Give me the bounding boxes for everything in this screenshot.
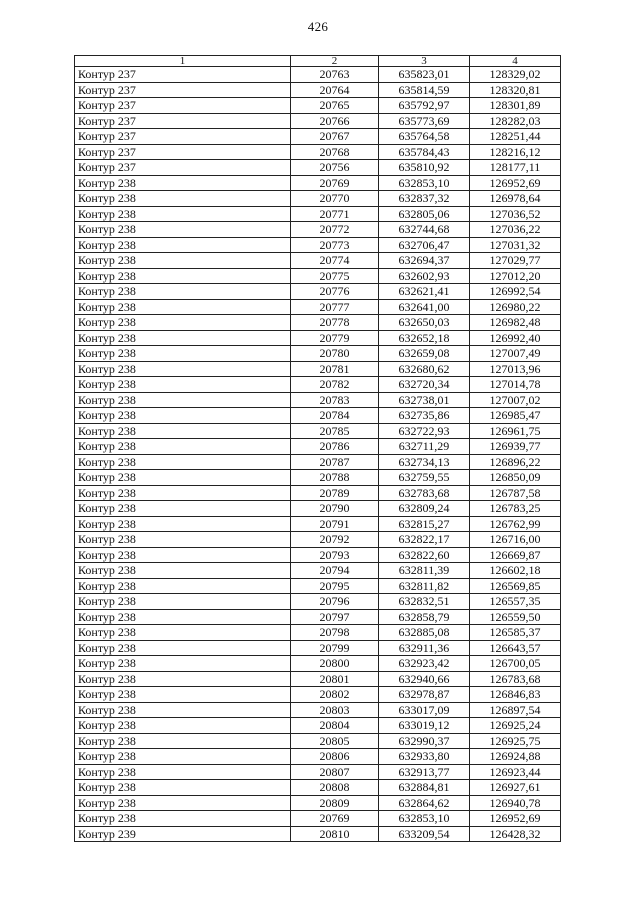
table-row	[75, 160, 561, 176]
point-number-cell: 20769	[291, 175, 379, 191]
table-body	[75, 67, 561, 842]
x-coordinate-cell: 635784,43	[379, 144, 470, 160]
table-row	[75, 594, 561, 610]
point-number-cell: 20801	[291, 671, 379, 687]
x-coordinate-cell: 632809,24	[379, 501, 470, 517]
table-row	[75, 284, 561, 300]
y-coordinate-cell: 126716,00	[470, 532, 561, 548]
y-coordinate-cell: 127007,49	[470, 346, 561, 362]
table-row	[75, 439, 561, 455]
x-coordinate-cell: 632832,51	[379, 594, 470, 610]
point-number-cell: 20780	[291, 346, 379, 362]
point-number-cell: 20775	[291, 268, 379, 284]
y-coordinate-cell: 126961,75	[470, 423, 561, 439]
contour-name-cell: Контур 238	[75, 609, 291, 625]
x-coordinate-cell: 632711,29	[379, 439, 470, 455]
x-coordinate-cell: 632811,82	[379, 578, 470, 594]
y-coordinate-cell: 126980,22	[470, 299, 561, 315]
contour-name-cell: Контур 238	[75, 578, 291, 594]
y-coordinate-cell: 126992,40	[470, 330, 561, 346]
table-row	[75, 656, 561, 672]
x-coordinate-cell: 635764,58	[379, 129, 470, 145]
column-header-1: 1	[75, 56, 291, 67]
point-number-cell: 20778	[291, 315, 379, 331]
x-coordinate-cell: 632680,62	[379, 361, 470, 377]
point-number-cell: 20792	[291, 532, 379, 548]
y-coordinate-cell: 126787,58	[470, 485, 561, 501]
x-coordinate-cell: 632885,08	[379, 625, 470, 641]
point-number-cell: 20794	[291, 563, 379, 579]
y-coordinate-cell: 126923,44	[470, 764, 561, 780]
point-number-cell: 20808	[291, 780, 379, 796]
point-number-cell: 20774	[291, 253, 379, 269]
point-number-cell: 20800	[291, 656, 379, 672]
y-coordinate-cell: 126982,48	[470, 315, 561, 331]
contour-name-cell: Контур 238	[75, 594, 291, 610]
y-coordinate-cell: 126783,25	[470, 501, 561, 517]
table-row	[75, 718, 561, 734]
contour-name-cell: Контур 237	[75, 113, 291, 129]
column-header-3: 3	[379, 56, 470, 67]
y-coordinate-cell: 126559,50	[470, 609, 561, 625]
point-number-cell: 20769	[291, 811, 379, 827]
table-row	[75, 702, 561, 718]
table-row	[75, 516, 561, 532]
y-coordinate-cell: 127031,32	[470, 237, 561, 253]
y-coordinate-cell: 126925,75	[470, 733, 561, 749]
table-row	[75, 470, 561, 486]
table-row	[75, 764, 561, 780]
point-number-cell: 20803	[291, 702, 379, 718]
point-number-cell: 20783	[291, 392, 379, 408]
x-coordinate-cell: 632815,27	[379, 516, 470, 532]
y-coordinate-cell: 126669,87	[470, 547, 561, 563]
x-coordinate-cell: 632759,55	[379, 470, 470, 486]
x-coordinate-cell: 635814,59	[379, 82, 470, 98]
contour-name-cell: Контур 238	[75, 330, 291, 346]
contour-name-cell: Контур 237	[75, 98, 291, 114]
contour-name-cell: Контур 238	[75, 640, 291, 656]
contour-name-cell: Контур 238	[75, 408, 291, 424]
table-row	[75, 501, 561, 517]
point-number-cell: 20785	[291, 423, 379, 439]
x-coordinate-cell: 632650,03	[379, 315, 470, 331]
x-coordinate-cell: 632694,37	[379, 253, 470, 269]
y-coordinate-cell: 126762,99	[470, 516, 561, 532]
table-row	[75, 640, 561, 656]
table-row	[75, 144, 561, 160]
point-number-cell: 20802	[291, 687, 379, 703]
contour-name-cell: Контур 238	[75, 547, 291, 563]
contour-name-cell: Контур 238	[75, 253, 291, 269]
table-row	[75, 454, 561, 470]
x-coordinate-cell: 632738,01	[379, 392, 470, 408]
y-coordinate-cell: 128282,03	[470, 113, 561, 129]
contour-name-cell: Контур 238	[75, 718, 291, 734]
table-row	[75, 795, 561, 811]
x-coordinate-cell: 635810,92	[379, 160, 470, 176]
point-number-cell: 20782	[291, 377, 379, 393]
table-row	[75, 826, 561, 842]
contour-name-cell: Контур 238	[75, 191, 291, 207]
y-coordinate-cell: 128329,02	[470, 67, 561, 83]
point-number-cell: 20804	[291, 718, 379, 734]
contour-name-cell: Контур 237	[75, 129, 291, 145]
table-row	[75, 423, 561, 439]
contour-name-cell: Контур 238	[75, 439, 291, 455]
table-row	[75, 315, 561, 331]
table-row	[75, 392, 561, 408]
y-coordinate-cell: 126927,61	[470, 780, 561, 796]
table-row	[75, 749, 561, 765]
point-number-cell: 20790	[291, 501, 379, 517]
table-header-row	[75, 56, 561, 67]
table-row	[75, 299, 561, 315]
point-number-cell: 20777	[291, 299, 379, 315]
contour-name-cell: Контур 238	[75, 485, 291, 501]
contour-name-cell: Контур 238	[75, 563, 291, 579]
contour-name-cell: Контур 238	[75, 346, 291, 362]
point-number-cell: 20806	[291, 749, 379, 765]
point-number-cell: 20767	[291, 129, 379, 145]
table-row	[75, 330, 561, 346]
x-coordinate-cell: 632884,81	[379, 780, 470, 796]
contour-name-cell: Контур 238	[75, 516, 291, 532]
contour-name-cell: Контур 238	[75, 811, 291, 827]
y-coordinate-cell: 126985,47	[470, 408, 561, 424]
point-number-cell: 20766	[291, 113, 379, 129]
x-coordinate-cell: 633209,54	[379, 826, 470, 842]
y-coordinate-cell: 126952,69	[470, 175, 561, 191]
y-coordinate-cell: 127012,20	[470, 268, 561, 284]
table-row	[75, 129, 561, 145]
y-coordinate-cell: 126643,57	[470, 640, 561, 656]
x-coordinate-cell: 632978,87	[379, 687, 470, 703]
table-row	[75, 671, 561, 687]
y-coordinate-cell: 126940,78	[470, 795, 561, 811]
point-number-cell: 20765	[291, 98, 379, 114]
table-row	[75, 175, 561, 191]
x-coordinate-cell: 632990,37	[379, 733, 470, 749]
contour-name-cell: Контур 238	[75, 175, 291, 191]
point-number-cell: 20796	[291, 594, 379, 610]
y-coordinate-cell: 126978,64	[470, 191, 561, 207]
x-coordinate-cell: 632641,00	[379, 299, 470, 315]
point-number-cell: 20809	[291, 795, 379, 811]
point-number-cell: 20787	[291, 454, 379, 470]
x-coordinate-cell: 632822,17	[379, 532, 470, 548]
table-row	[75, 733, 561, 749]
y-coordinate-cell: 126783,68	[470, 671, 561, 687]
contour-name-cell: Контур 238	[75, 454, 291, 470]
point-number-cell: 20788	[291, 470, 379, 486]
contour-name-cell: Контур 238	[75, 764, 291, 780]
x-coordinate-cell: 632911,36	[379, 640, 470, 656]
coordinates-table	[74, 55, 561, 842]
contour-name-cell: Контур 238	[75, 315, 291, 331]
contour-name-cell: Контур 238	[75, 206, 291, 222]
x-coordinate-cell: 632864,62	[379, 795, 470, 811]
contour-name-cell: Контур 238	[75, 361, 291, 377]
point-number-cell: 20807	[291, 764, 379, 780]
table-row	[75, 206, 561, 222]
table-row	[75, 687, 561, 703]
contour-name-cell: Контур 238	[75, 501, 291, 517]
point-number-cell: 20768	[291, 144, 379, 160]
contour-name-cell: Контур 239	[75, 826, 291, 842]
point-number-cell: 20771	[291, 206, 379, 222]
point-number-cell: 20810	[291, 826, 379, 842]
x-coordinate-cell: 632706,47	[379, 237, 470, 253]
table-row	[75, 485, 561, 501]
y-coordinate-cell: 126850,09	[470, 470, 561, 486]
y-coordinate-cell: 127007,02	[470, 392, 561, 408]
table-row	[75, 346, 561, 362]
y-coordinate-cell: 126952,69	[470, 811, 561, 827]
point-number-cell: 20797	[291, 609, 379, 625]
x-coordinate-cell: 632837,32	[379, 191, 470, 207]
table-row	[75, 222, 561, 238]
y-coordinate-cell: 126428,32	[470, 826, 561, 842]
contour-name-cell: Контур 238	[75, 532, 291, 548]
y-coordinate-cell: 126846,83	[470, 687, 561, 703]
table-row	[75, 563, 561, 579]
table-row	[75, 191, 561, 207]
contour-name-cell: Контур 237	[75, 144, 291, 160]
y-coordinate-cell: 128320,81	[470, 82, 561, 98]
y-coordinate-cell: 126992,54	[470, 284, 561, 300]
y-coordinate-cell: 126897,54	[470, 702, 561, 718]
table-row	[75, 237, 561, 253]
point-number-cell: 20798	[291, 625, 379, 641]
point-number-cell: 20770	[291, 191, 379, 207]
contour-name-cell: Контур 238	[75, 656, 291, 672]
contour-name-cell: Контур 238	[75, 795, 291, 811]
table-row	[75, 811, 561, 827]
point-number-cell: 20772	[291, 222, 379, 238]
contour-name-cell: Контур 237	[75, 160, 291, 176]
y-coordinate-cell: 127036,52	[470, 206, 561, 222]
x-coordinate-cell: 632805,06	[379, 206, 470, 222]
y-coordinate-cell: 128251,44	[470, 129, 561, 145]
table-row	[75, 578, 561, 594]
x-coordinate-cell: 632822,60	[379, 547, 470, 563]
page-number: 426	[307, 19, 329, 34]
contour-name-cell: Контур 238	[75, 237, 291, 253]
x-coordinate-cell: 632722,93	[379, 423, 470, 439]
x-coordinate-cell: 632858,79	[379, 609, 470, 625]
column-header-2: 2	[291, 56, 379, 67]
x-coordinate-cell: 632811,39	[379, 563, 470, 579]
y-coordinate-cell: 126602,18	[470, 563, 561, 579]
point-number-cell: 20784	[291, 408, 379, 424]
x-coordinate-cell: 635792,97	[379, 98, 470, 114]
x-coordinate-cell: 632602,93	[379, 268, 470, 284]
x-coordinate-cell: 632734,13	[379, 454, 470, 470]
x-coordinate-cell: 633019,12	[379, 718, 470, 734]
y-coordinate-cell: 126557,35	[470, 594, 561, 610]
point-number-cell: 20791	[291, 516, 379, 532]
x-coordinate-cell: 632659,08	[379, 346, 470, 362]
y-coordinate-cell: 126939,77	[470, 439, 561, 455]
point-number-cell: 20776	[291, 284, 379, 300]
table-row	[75, 377, 561, 393]
contour-name-cell: Контур 238	[75, 749, 291, 765]
table-row	[75, 532, 561, 548]
contour-name-cell: Контур 238	[75, 284, 291, 300]
point-number-cell: 20793	[291, 547, 379, 563]
contour-name-cell: Контур 238	[75, 733, 291, 749]
contour-name-cell: Контур 238	[75, 470, 291, 486]
x-coordinate-cell: 632744,68	[379, 222, 470, 238]
y-coordinate-cell: 127029,77	[470, 253, 561, 269]
x-coordinate-cell: 635823,01	[379, 67, 470, 83]
x-coordinate-cell: 633017,09	[379, 702, 470, 718]
table-row	[75, 113, 561, 129]
y-coordinate-cell: 127036,22	[470, 222, 561, 238]
x-coordinate-cell: 632720,34	[379, 377, 470, 393]
contour-name-cell: Контур 238	[75, 625, 291, 641]
y-coordinate-cell: 126700,05	[470, 656, 561, 672]
point-number-cell: 20786	[291, 439, 379, 455]
table-row	[75, 82, 561, 98]
point-number-cell: 20779	[291, 330, 379, 346]
x-coordinate-cell: 632783,68	[379, 485, 470, 501]
contour-name-cell: Контур 238	[75, 671, 291, 687]
y-coordinate-cell: 126924,88	[470, 749, 561, 765]
y-coordinate-cell: 126925,24	[470, 718, 561, 734]
contour-name-cell: Контур 238	[75, 268, 291, 284]
table-row	[75, 625, 561, 641]
x-coordinate-cell: 632913,77	[379, 764, 470, 780]
x-coordinate-cell: 632853,10	[379, 175, 470, 191]
x-coordinate-cell: 632853,10	[379, 811, 470, 827]
table-row	[75, 408, 561, 424]
point-number-cell: 20795	[291, 578, 379, 594]
contour-name-cell: Контур 238	[75, 687, 291, 703]
point-number-cell: 20764	[291, 82, 379, 98]
y-coordinate-cell: 128301,89	[470, 98, 561, 114]
contour-name-cell: Контур 237	[75, 82, 291, 98]
x-coordinate-cell: 632652,18	[379, 330, 470, 346]
y-coordinate-cell: 127013,96	[470, 361, 561, 377]
point-number-cell: 20799	[291, 640, 379, 656]
y-coordinate-cell: 126569,85	[470, 578, 561, 594]
contour-name-cell: Контур 238	[75, 780, 291, 796]
column-header-4: 4	[470, 56, 561, 67]
table-row	[75, 780, 561, 796]
table-row	[75, 67, 561, 83]
point-number-cell: 20789	[291, 485, 379, 501]
x-coordinate-cell: 632933,80	[379, 749, 470, 765]
point-number-cell: 20773	[291, 237, 379, 253]
y-coordinate-cell: 128177,11	[470, 160, 561, 176]
y-coordinate-cell: 126896,22	[470, 454, 561, 470]
x-coordinate-cell: 632621,41	[379, 284, 470, 300]
table-row	[75, 253, 561, 269]
y-coordinate-cell: 126585,37	[470, 625, 561, 641]
x-coordinate-cell: 635773,69	[379, 113, 470, 129]
point-number-cell: 20781	[291, 361, 379, 377]
contour-name-cell: Контур 238	[75, 299, 291, 315]
contour-name-cell: Контур 237	[75, 67, 291, 83]
contour-name-cell: Контур 238	[75, 392, 291, 408]
y-coordinate-cell: 127014,78	[470, 377, 561, 393]
table-row	[75, 361, 561, 377]
contour-name-cell: Контур 238	[75, 377, 291, 393]
x-coordinate-cell: 632735,86	[379, 408, 470, 424]
point-number-cell: 20763	[291, 67, 379, 83]
y-coordinate-cell: 128216,12	[470, 144, 561, 160]
contour-name-cell: Контур 238	[75, 222, 291, 238]
point-number-cell: 20756	[291, 160, 379, 176]
table-row	[75, 547, 561, 563]
table-row	[75, 268, 561, 284]
x-coordinate-cell: 632940,66	[379, 671, 470, 687]
table-row	[75, 98, 561, 114]
x-coordinate-cell: 632923,42	[379, 656, 470, 672]
contour-name-cell: Контур 238	[75, 702, 291, 718]
contour-name-cell: Контур 238	[75, 423, 291, 439]
point-number-cell: 20805	[291, 733, 379, 749]
table-row	[75, 609, 561, 625]
